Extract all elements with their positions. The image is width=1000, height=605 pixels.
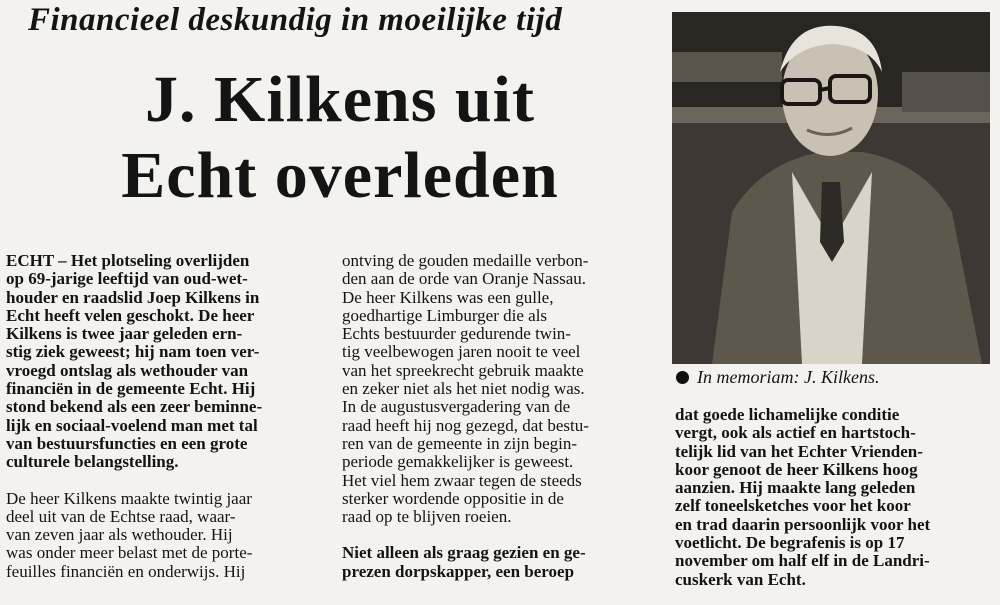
text-line: De heer Kilkens was een gulle, xyxy=(342,287,554,307)
text-line: houder en raadslid Joep Kilkens in xyxy=(6,287,260,307)
headline-line-1: J. Kilkens uit xyxy=(145,63,535,136)
text-line: zelf toneelsketches voor het koor xyxy=(675,496,911,516)
headline-line-2: Echt overleden xyxy=(121,139,559,212)
text-line: ontving de gouden medaille verbon- xyxy=(342,251,589,270)
text-line: was onder meer belast met de porte- xyxy=(6,543,253,563)
article-column-3 xyxy=(675,406,991,589)
photo-caption xyxy=(676,367,992,388)
article-column-1 xyxy=(6,252,328,581)
text-line: telijk lid van het Echter Vrienden- xyxy=(675,441,923,461)
text-line: van bestuursfuncties en een grote xyxy=(6,433,248,453)
bullet-icon xyxy=(676,371,689,384)
caption-text: In memoriam: J. Kilkens. xyxy=(697,367,880,387)
text-line: van het spreekrecht gebruik maakte xyxy=(342,360,584,380)
text-line: Niet alleen als graag gezien en ge- xyxy=(342,543,586,563)
text-line: Kilkens is twee jaar geleden ern- xyxy=(6,324,243,344)
text-line: In de augustusvergadering van de xyxy=(342,397,571,417)
article-kicker: Financieel deskundig in moeilijke tijd xyxy=(28,2,563,38)
text-line: op 69-jarige leeftijd van oud-wet- xyxy=(6,269,248,289)
text-line: periode gemakkelijker is geweest. xyxy=(342,452,574,472)
text-line: deel uit van de Echtse raad, waar- xyxy=(6,506,236,526)
article-headline xyxy=(20,62,660,214)
text-line: den aan de orde van Oranje Nassau. xyxy=(342,269,587,289)
portrait-photo xyxy=(672,12,990,364)
text-line: lijk en sociaal-voelend man met tal xyxy=(6,415,258,435)
text-line: culturele belangstelling. xyxy=(6,452,179,472)
text-line: ren van de gemeente in zijn begin- xyxy=(342,433,578,453)
text-line: dat goede lichamelijke conditie xyxy=(675,405,900,424)
text-line: van zeven jaar als wethouder. Hij xyxy=(6,525,233,545)
text-line: raad op te blijven roeien. xyxy=(342,507,512,527)
paragraph-gap xyxy=(342,526,662,544)
text-line: prezen dorpskapper, een beroep xyxy=(342,561,575,581)
text-line: stig ziek geweest; hij nam toen ver- xyxy=(6,342,260,362)
text-line: Echts bestuurder gedurende twin- xyxy=(342,324,571,344)
text-line: raad heeft hij nog gezegd, dat bestu- xyxy=(342,415,589,435)
text-line: aanzien. Hij maakte lang geleden xyxy=(675,478,916,498)
text-line: vroegd ontslag als wethouder van xyxy=(6,360,249,380)
text-line: en zeker niet als het niet nodig was. xyxy=(342,379,585,399)
text-line: november om half elf in de Landri- xyxy=(675,551,930,571)
text-line: tig veelbewogen jaren nooit te veel xyxy=(342,342,581,362)
text-line: goedhartige Limburger die als xyxy=(342,305,548,325)
text-line: financiën in de gemeente Echt. Hij xyxy=(6,379,256,399)
text-line: feuilles financiën en onderwijs. Hij xyxy=(6,561,246,581)
text-line: Het viel hem zwaar tegen de steeds xyxy=(342,470,582,490)
text-line: en trad daarin persoonlijk voor het xyxy=(675,514,931,534)
text-line: cuskerk van Echt. xyxy=(675,569,806,589)
text-line: De heer Kilkens maakte twintig jaar xyxy=(6,488,252,508)
text-line: stond bekend als een zeer beminne- xyxy=(6,397,263,417)
paragraph-gap xyxy=(6,472,328,490)
text-line: koor genoot de heer Kilkens hoog xyxy=(675,459,918,479)
text-line: vergt, ook als actief en hartstoch- xyxy=(675,423,916,443)
text-line: ECHT – Het plotseling overlijden xyxy=(6,251,250,270)
article-column-2 xyxy=(342,252,662,581)
text-line: sterker wordende oppositie in de xyxy=(342,488,564,508)
text-line: Echt heeft velen geschokt. De heer xyxy=(6,305,255,325)
text-line: voetlicht. De begrafenis is op 17 xyxy=(675,533,905,553)
